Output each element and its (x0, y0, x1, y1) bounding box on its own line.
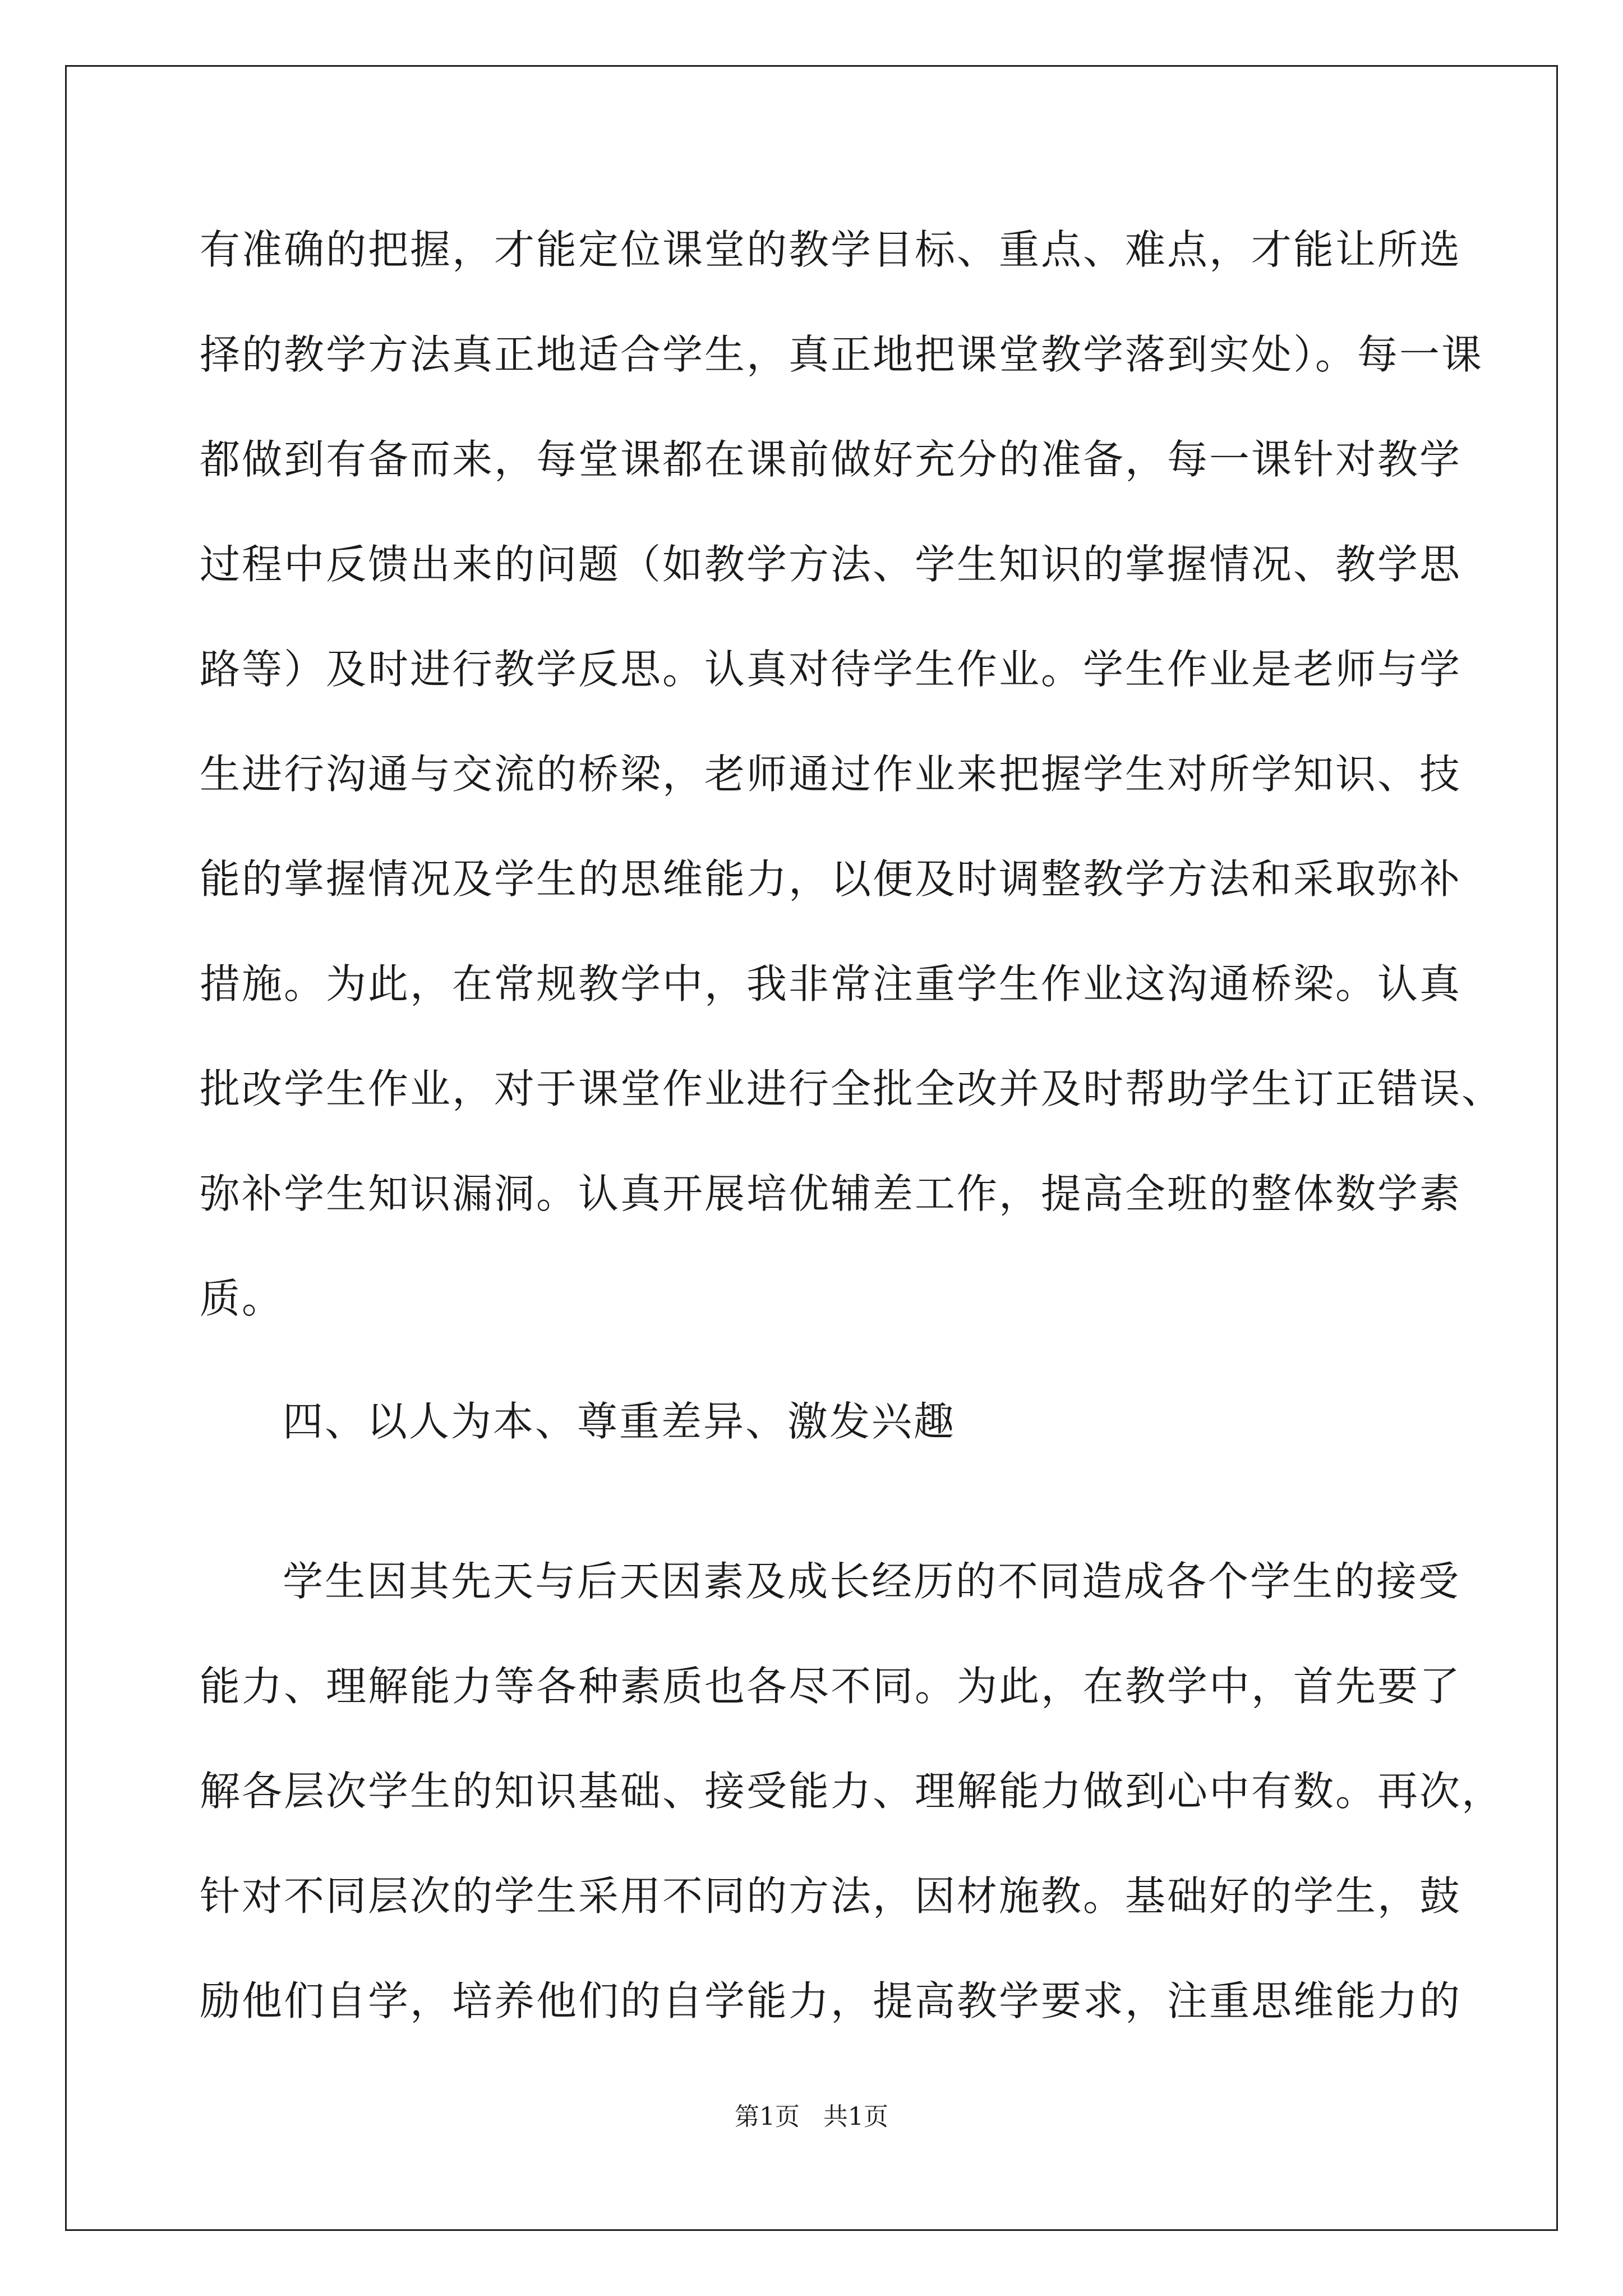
text-line: 能的掌握情况及学生的思维能力，以便及时调整教学方法和采取弥补 (200, 855, 1462, 903)
text-line: 励他们自学，培养他们的自学能力，提高教学要求，注重思维能力的 (200, 1977, 1462, 2024)
text-line: 批改学生作业，对于课堂作业进行全批全改并及时帮助学生订正错误、 (200, 1065, 1504, 1112)
text-line: 有准确的把握，才能定位课堂的教学目标、重点、难点，才能让所选 (200, 226, 1462, 273)
text-line: 路等）及时进行教学反思。认真对待学生作业。学生作业是老师与学 (200, 646, 1462, 693)
text-line: 能力、理解能力等各种素质也各尽不同。为此，在教学中，首先要了 (200, 1663, 1462, 1710)
text-line: 生进行沟通与交流的桥梁，老师通过作业来把握学生对所学知识、技 (200, 751, 1462, 798)
paragraph-continued (200, 197, 1504, 1351)
text-line: 质。 (200, 1275, 284, 1322)
text-line: 都做到有备而来，每堂课都在课前做好充分的准备，每一课针对教学 (200, 436, 1462, 483)
text-line: 针对不同层次的学生采用不同的方法，因材施教。基础好的学生，鼓 (200, 1872, 1462, 1920)
text-line: 学生因其先天与后天因素及成长经历的不同造成各个学生的接受 (283, 1558, 1461, 1605)
text-line: 过程中反馈出来的问题（如教学方法、学生知识的掌握情况、教学思 (200, 541, 1462, 588)
text-line: 解各层次学生的知识基础、接受能力、理解能力做到心中有数。再次， (200, 1768, 1504, 1815)
section-heading-block (200, 1369, 1428, 1474)
text-line: 弥补学生知识漏洞。认真开展培优辅差工作，提高全班的整体数学素 (200, 1170, 1462, 1217)
text-line: 措施。为此，在常规教学中，我非常注重学生作业这沟通桥梁。认真 (200, 960, 1462, 1007)
section-heading: 四、以人为本、尊重差异、激发兴趣 (283, 1398, 956, 1445)
text-line: 择的教学方法真正地适合学生，真正地把课堂教学落到实处）。每一课 (200, 331, 1484, 378)
paragraph-section-four (200, 1529, 1504, 2054)
page-footer: 第1页 共1页 (735, 2102, 888, 2131)
